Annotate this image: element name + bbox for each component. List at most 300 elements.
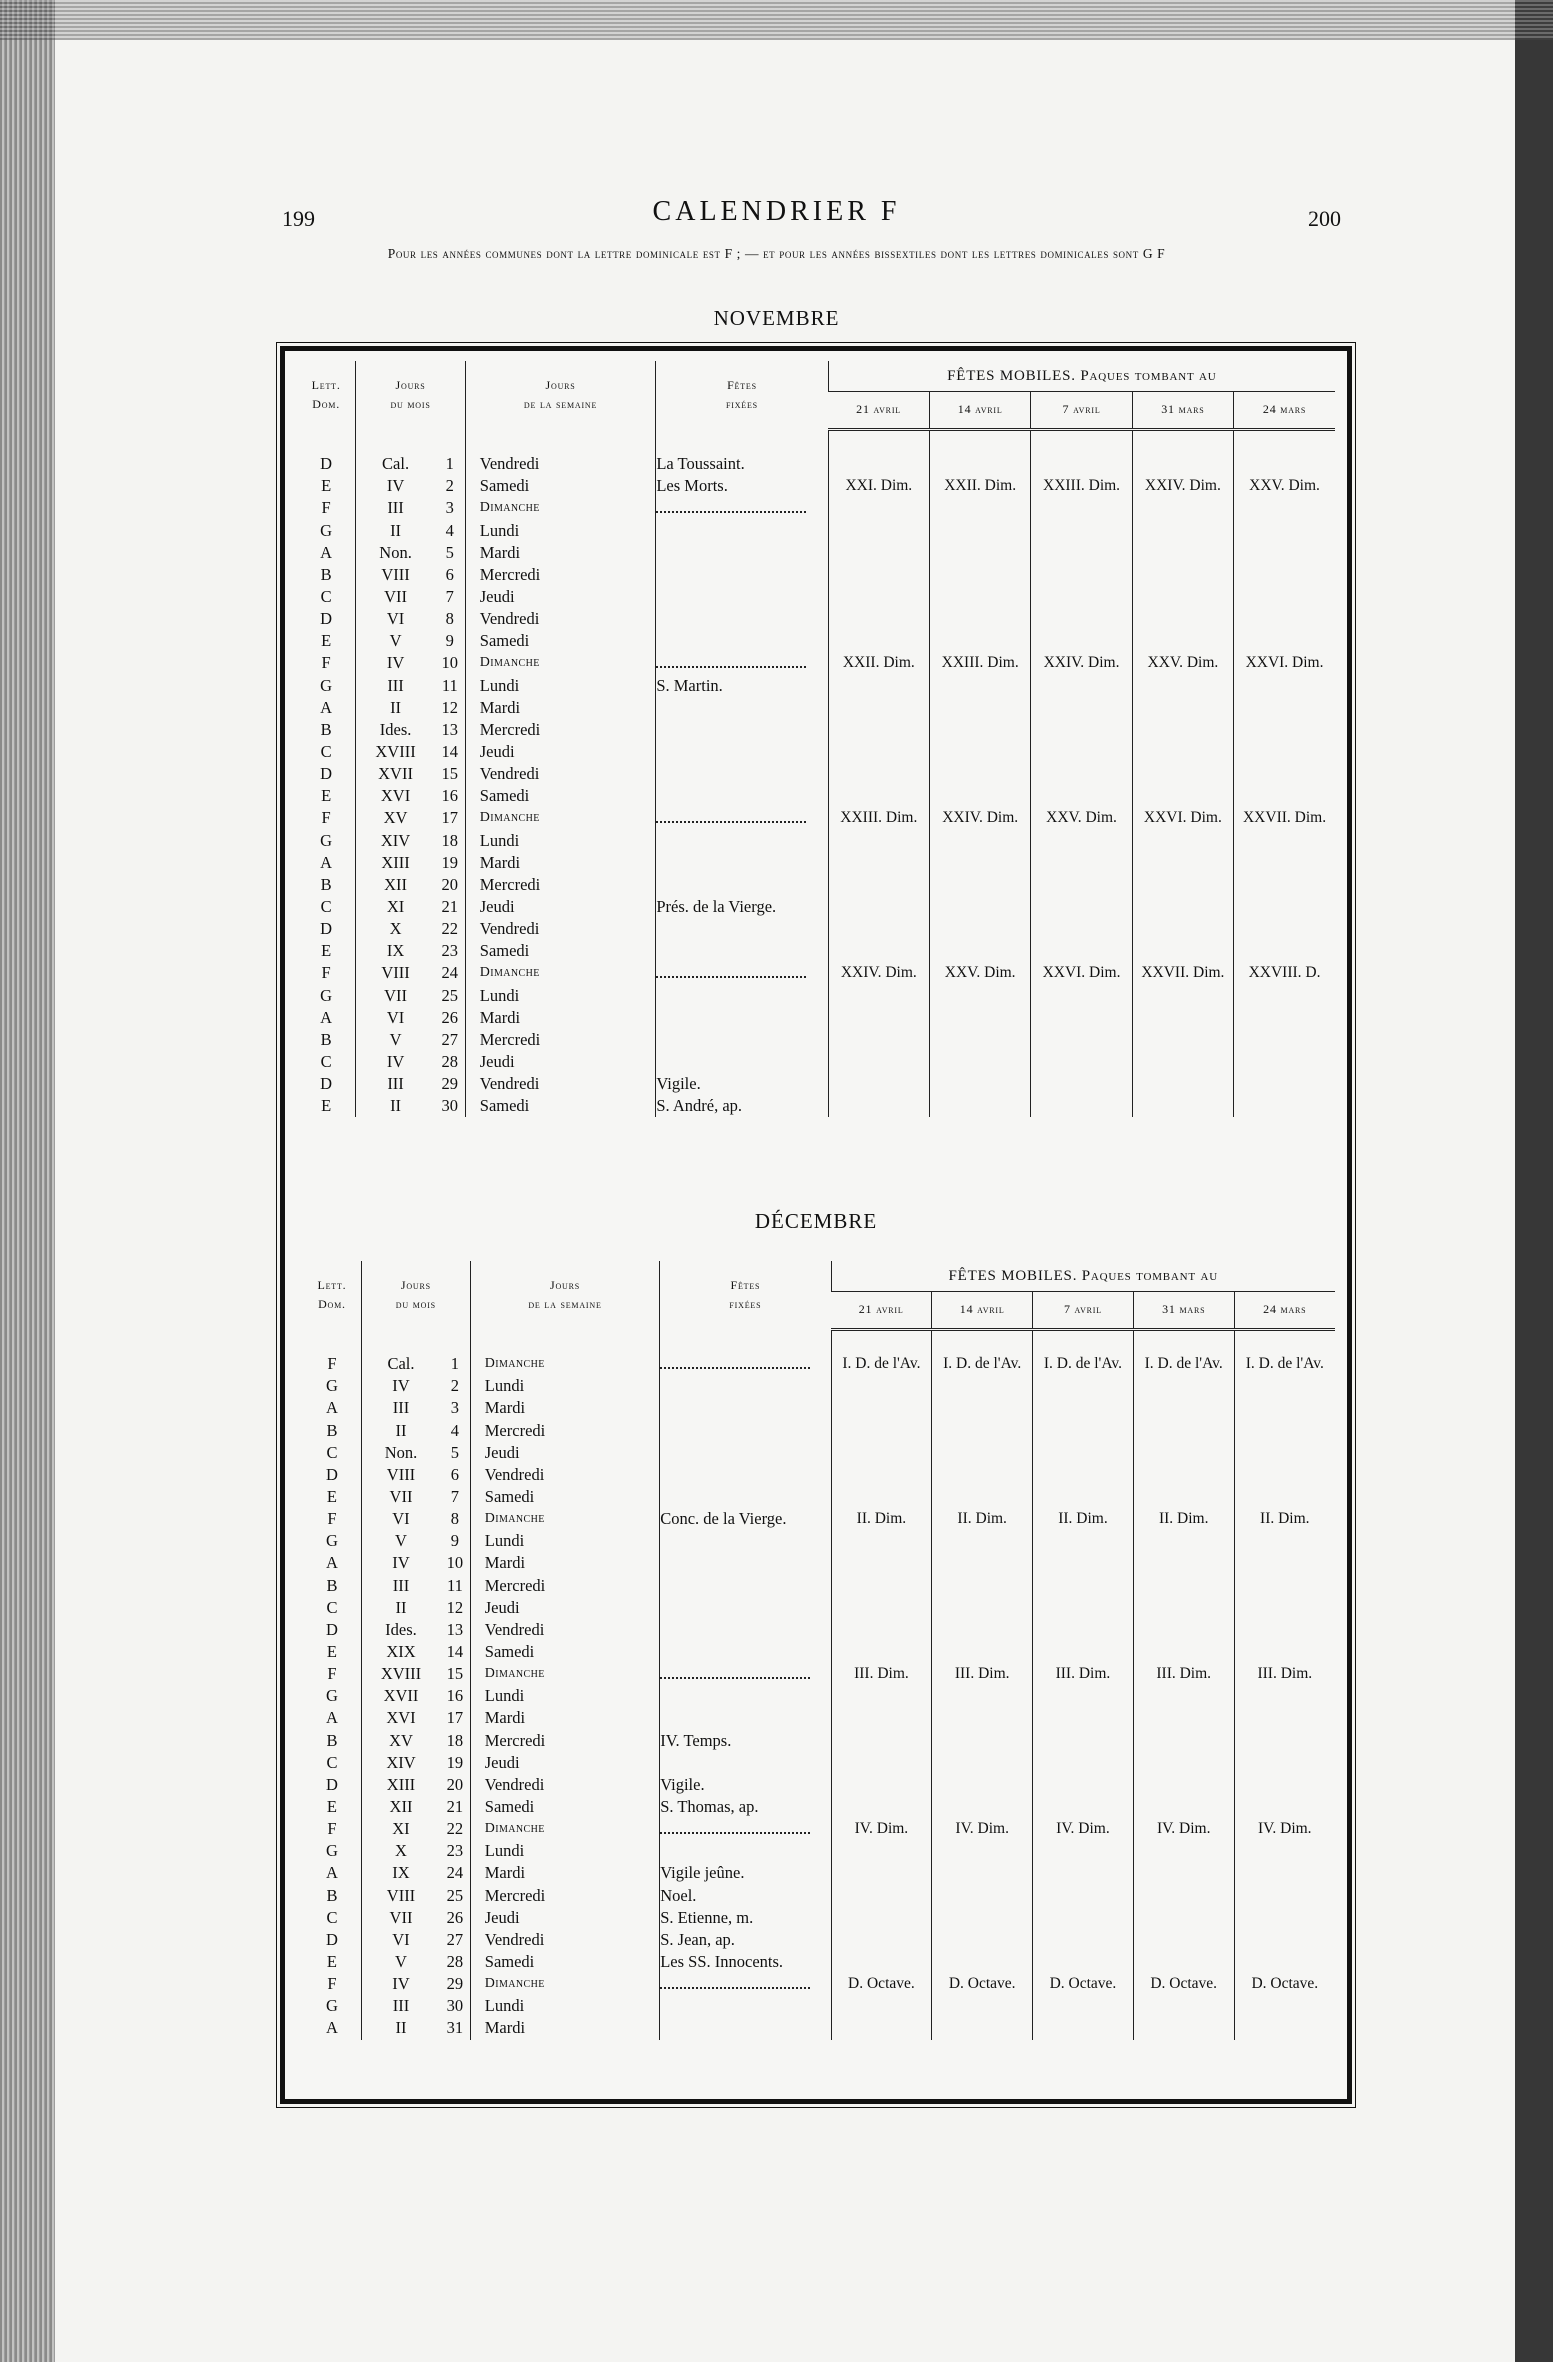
header-jours-semaine xyxy=(470,1261,659,1330)
spacer-cell xyxy=(831,1330,932,1354)
fete-mobile: II. Dim. xyxy=(831,1508,932,1663)
spacer-cell xyxy=(440,1330,470,1354)
fete-fixee xyxy=(656,918,828,940)
weekday: Samedi xyxy=(465,940,656,962)
dominical-letter: A xyxy=(326,1863,338,1883)
fete-fixee xyxy=(656,962,828,984)
weekday: Jeudi xyxy=(465,1051,656,1073)
day-number: 19 xyxy=(441,852,459,872)
fete-fixee xyxy=(660,1420,831,1442)
dominical-letter: F xyxy=(321,808,331,828)
roman-day: XVI xyxy=(356,785,435,807)
roman-day: IV xyxy=(356,475,435,497)
calendar-row xyxy=(297,652,1335,674)
weekday: Jeudi xyxy=(465,741,656,763)
day-number: 9 xyxy=(445,631,454,651)
day-number: 25 xyxy=(441,985,459,1005)
weekday: Lundi xyxy=(470,1530,659,1552)
fete-mobile: II. Dim. xyxy=(1033,1508,1134,1663)
fete-fixee xyxy=(656,785,828,807)
fete-mobile: IV. Dim. xyxy=(1133,1818,1234,1973)
spacer-cell xyxy=(1234,1330,1335,1354)
header-easter-date: 21 avril xyxy=(828,392,929,430)
fete-mobile-empty xyxy=(1031,453,1132,475)
header-jours-semaine-line: Jours xyxy=(549,1278,580,1293)
fete-mobile: I. D. de l'Av. xyxy=(1033,1353,1134,1508)
day-number: 11 xyxy=(441,675,458,695)
weekday: Dimanche xyxy=(470,1973,659,1995)
fete-fixee xyxy=(656,497,828,519)
fete-mobile: II. Dim. xyxy=(1133,1508,1234,1663)
roman-day: II xyxy=(361,1597,440,1619)
weekday: Dimanche xyxy=(470,1818,659,1840)
day-number: 19 xyxy=(446,1752,464,1772)
header-jours-du-mois-line: Jours xyxy=(395,378,426,393)
roman-day: III xyxy=(361,1995,440,2017)
header-lett-dom-line: Dom. xyxy=(318,1297,346,1312)
weekday: Mardi xyxy=(470,1862,659,1884)
fete-fixee xyxy=(660,1840,831,1862)
day-number: 10 xyxy=(446,1553,464,1573)
day-number: 26 xyxy=(441,1007,459,1027)
dominical-letter: F xyxy=(321,498,331,518)
dominical-letter: A xyxy=(320,852,333,872)
dominical-letter: C xyxy=(326,1907,338,1927)
fete-mobile-empty xyxy=(930,453,1031,475)
dotted-leader xyxy=(660,1357,810,1369)
roman-day: V xyxy=(361,1530,440,1552)
fete-fixee xyxy=(660,1486,831,1508)
roman-day: II xyxy=(356,520,435,542)
fete-mobile: XXVI. Dim. xyxy=(1031,962,1132,1117)
roman-day: II xyxy=(361,2017,440,2039)
day-number: 7 xyxy=(445,586,454,606)
dominical-letter: D xyxy=(326,1774,338,1794)
fete-fixee xyxy=(660,1397,831,1419)
dominical-letter: C xyxy=(320,586,332,606)
day-number: 7 xyxy=(450,1486,460,1506)
roman-day: Cal. xyxy=(361,1353,440,1375)
weekday: Samedi xyxy=(465,1095,656,1117)
day-number: 3 xyxy=(445,498,454,518)
weekday: Vendredi xyxy=(470,1464,659,1486)
day-number: 20 xyxy=(446,1774,464,1794)
fete-fixee xyxy=(660,1973,831,1995)
roman-day: VIII xyxy=(356,564,435,586)
day-number: 1 xyxy=(450,1354,460,1374)
roman-day: VII xyxy=(361,1907,440,1929)
dominical-letter: A xyxy=(326,1708,338,1728)
roman-day: Cal. xyxy=(356,453,435,475)
roman-day: VII xyxy=(361,1486,440,1508)
weekday: Jeudi xyxy=(470,1907,659,1929)
fete-mobile: XXV. Dim. xyxy=(1132,652,1233,807)
day-number: 17 xyxy=(441,808,459,828)
dotted-leader xyxy=(656,656,806,668)
fete-mobile: IV. Dim. xyxy=(831,1818,932,1973)
spacer-cell xyxy=(828,430,929,454)
fete-mobile: IV. Dim. xyxy=(1234,1818,1335,1973)
fete-mobile: XXIV. Dim. xyxy=(1132,475,1233,652)
fete-fixee xyxy=(656,1007,828,1029)
dominical-letter: E xyxy=(326,1486,338,1506)
roman-day: XII xyxy=(356,874,435,896)
fete-fixee xyxy=(656,719,828,741)
weekday: Mercredi xyxy=(465,1029,656,1051)
day-number: 4 xyxy=(445,520,454,540)
fete-fixee xyxy=(656,874,828,896)
fete-mobile: I. D. de l'Av. xyxy=(932,1353,1033,1508)
dominical-letter: B xyxy=(320,874,332,894)
fete-mobile: XXVII. Dim. xyxy=(1132,962,1233,1117)
day-number: 17 xyxy=(446,1708,464,1728)
fete-fixee xyxy=(660,1442,831,1464)
dominical-letter: E xyxy=(321,1096,332,1116)
fete-fixee xyxy=(660,1707,831,1729)
roman-day: III xyxy=(361,1397,440,1419)
roman-day: II xyxy=(356,697,435,719)
day-number: 21 xyxy=(441,896,459,916)
calendar-frame xyxy=(280,346,1352,2104)
fete-fixee: La Toussaint. xyxy=(656,453,828,475)
day-number: 25 xyxy=(446,1885,464,1905)
weekday: Mardi xyxy=(465,852,656,874)
roman-day: XV xyxy=(356,807,435,829)
calendar-row xyxy=(297,475,1335,497)
fete-fixee xyxy=(660,1619,831,1641)
weekday: Vendredi xyxy=(465,918,656,940)
header-jours-du-mois-line: du mois xyxy=(395,1297,436,1312)
fete-mobile: XXII. Dim. xyxy=(930,475,1031,652)
weekday: Jeudi xyxy=(470,1442,659,1464)
fete-fixee xyxy=(660,1530,831,1552)
fete-fixee xyxy=(660,1597,831,1619)
dominical-letter: D xyxy=(326,1619,338,1639)
header-jours-semaine-line: de la semaine xyxy=(528,1297,602,1312)
spacer-cell xyxy=(932,1330,1033,1354)
day-number: 16 xyxy=(446,1686,464,1706)
weekday: Jeudi xyxy=(470,1752,659,1774)
fete-fixee xyxy=(656,741,828,763)
dominical-letter: F xyxy=(327,1819,337,1839)
spacer-cell xyxy=(435,430,465,454)
dominical-letter: C xyxy=(320,1051,332,1071)
weekday: Mercredi xyxy=(465,874,656,896)
fete-mobile: IV. Dim. xyxy=(1033,1818,1134,1973)
roman-day: VIII xyxy=(361,1464,440,1486)
header-fetes-fixees-line: fixées xyxy=(726,397,758,412)
weekday: Mardi xyxy=(470,1552,659,1574)
weekday: Mercredi xyxy=(470,1575,659,1597)
fete-fixee xyxy=(656,697,828,719)
day-number: 18 xyxy=(446,1730,464,1750)
fete-mobile-empty xyxy=(1132,453,1233,475)
roman-day: IX xyxy=(356,940,435,962)
day-number: 12 xyxy=(446,1597,464,1617)
day-number: 22 xyxy=(441,919,459,939)
dominical-letter: E xyxy=(326,1641,338,1661)
weekday: Lundi xyxy=(470,1995,659,2017)
fete-mobile: XXIII. Dim. xyxy=(1031,475,1132,652)
weekday: Mercredi xyxy=(470,1885,659,1907)
weekday: Dimanche xyxy=(470,1663,659,1685)
spacer-cell xyxy=(361,1330,440,1354)
calendar-row xyxy=(297,962,1335,984)
roman-day: XVI xyxy=(361,1707,440,1729)
day-number: 27 xyxy=(446,1929,464,1949)
dominical-letter: A xyxy=(320,697,333,717)
page-number-right: 200 xyxy=(1308,206,1341,231)
weekday: Vendredi xyxy=(465,763,656,785)
roman-day: XVII xyxy=(361,1685,440,1707)
fete-mobile: XXVII. Dim. xyxy=(1234,807,1335,962)
fete-mobile: XXV. Dim. xyxy=(930,962,1031,1117)
day-number: 28 xyxy=(446,1951,464,1971)
calendar-row xyxy=(303,1353,1335,1375)
fete-fixee xyxy=(656,1029,828,1051)
header-easter-date: 14 avril xyxy=(932,1292,1033,1330)
calendar-row xyxy=(297,453,1335,475)
header-fetes-fixees xyxy=(660,1261,831,1330)
weekday: Mardi xyxy=(470,2017,659,2039)
weekday: Dimanche xyxy=(465,652,656,674)
roman-day: XIII xyxy=(356,852,435,874)
roman-day: XVII xyxy=(356,763,435,785)
fete-fixee: S. Jean, ap. xyxy=(660,1929,831,1951)
roman-day: VII xyxy=(356,586,435,608)
weekday: Dimanche xyxy=(465,962,656,984)
roman-day: Ides. xyxy=(361,1619,440,1641)
calendar-row xyxy=(303,1973,1335,1995)
fete-fixee xyxy=(660,1641,831,1663)
weekday: Lundi xyxy=(465,830,656,852)
weekday: Lundi xyxy=(465,985,656,1007)
dominical-letter: B xyxy=(326,1885,338,1905)
day-number: 4 xyxy=(450,1420,460,1440)
header-easter-date: 31 mars xyxy=(1132,392,1233,430)
fete-fixee: Les Morts. xyxy=(656,475,828,497)
roman-day: XIII xyxy=(361,1774,440,1796)
header-fetes-fixees-line: Fêtes xyxy=(730,1278,761,1293)
fete-mobile: III. Dim. xyxy=(1133,1663,1234,1818)
day-number: 9 xyxy=(450,1531,460,1551)
fete-fixee xyxy=(656,520,828,542)
dominical-letter: G xyxy=(326,1531,338,1551)
dominical-letter: G xyxy=(320,675,333,695)
roman-day: VI xyxy=(361,1929,440,1951)
roman-day: XI xyxy=(361,1818,440,1840)
fete-mobile-empty xyxy=(828,453,929,475)
header-easter-date: 14 avril xyxy=(930,392,1031,430)
roman-day: VII xyxy=(356,985,435,1007)
header-fetes-mobiles: FÊTES MOBILES. Paques tombant au xyxy=(828,361,1335,392)
dominical-letter: F xyxy=(327,1354,337,1374)
fete-fixee: Les SS. Innocents. xyxy=(660,1951,831,1973)
dominical-letter: G xyxy=(326,1996,338,2016)
weekday: Mercredi xyxy=(470,1420,659,1442)
fete-mobile: XXIII. Dim. xyxy=(930,652,1031,807)
dominical-letter: A xyxy=(320,1007,333,1027)
day-number: 23 xyxy=(446,1841,464,1861)
spacer-cell xyxy=(656,430,828,454)
fete-fixee xyxy=(660,1752,831,1774)
fete-fixee: Noel. xyxy=(660,1885,831,1907)
fete-mobile: III. Dim. xyxy=(1033,1663,1134,1818)
dominical-letter: B xyxy=(320,1029,332,1049)
weekday: Mardi xyxy=(470,1397,659,1419)
scan-edge-left xyxy=(0,0,55,2362)
weekday: Samedi xyxy=(470,1641,659,1663)
dominical-letter: F xyxy=(327,1664,337,1684)
weekday: Jeudi xyxy=(465,896,656,918)
header-fetes-mobiles: FÊTES MOBILES. Paques tombant au xyxy=(831,1261,1335,1292)
weekday: Mardi xyxy=(465,542,656,564)
dominical-letter: E xyxy=(321,786,332,806)
weekday: Vendredi xyxy=(470,1774,659,1796)
roman-day: III xyxy=(356,1073,435,1095)
calendar-row xyxy=(303,1663,1335,1685)
dominical-letter: G xyxy=(326,1376,338,1396)
weekday: Lundi xyxy=(470,1685,659,1707)
dominical-letter: C xyxy=(326,1597,338,1617)
dominical-letter: C xyxy=(326,1442,338,1462)
header-easter-date: 24 mars xyxy=(1234,1292,1335,1330)
fete-fixee: S. Martin. xyxy=(656,675,828,697)
dominical-letter: D xyxy=(326,1464,338,1484)
header-fetes-fixees-line: fixées xyxy=(729,1297,762,1312)
spacer-cell xyxy=(660,1330,831,1354)
spacer-cell xyxy=(297,430,356,454)
day-number: 5 xyxy=(445,542,454,562)
weekday: Vendredi xyxy=(470,1929,659,1951)
day-number: 30 xyxy=(446,1996,464,2016)
fete-mobile: IV. Dim. xyxy=(932,1818,1033,1973)
day-number: 29 xyxy=(446,1974,464,1994)
fete-fixee xyxy=(656,630,828,652)
fete-mobile: II. Dim. xyxy=(1234,1508,1335,1663)
header-jours-du-mois xyxy=(356,361,465,430)
roman-day: XII xyxy=(361,1796,440,1818)
dominical-letter: G xyxy=(326,1841,338,1861)
header-jours-semaine xyxy=(465,361,656,430)
day-number: 15 xyxy=(446,1664,464,1684)
header-easter-date: 21 avril xyxy=(831,1292,932,1330)
fete-fixee xyxy=(660,1663,831,1685)
roman-day: Ides. xyxy=(356,719,435,741)
fete-fixee xyxy=(660,1375,831,1397)
scan-edge-bottom xyxy=(0,0,1553,40)
weekday: Dimanche xyxy=(465,807,656,829)
roman-day: Non. xyxy=(356,542,435,564)
fete-mobile: XXIV. Dim. xyxy=(828,962,929,1117)
header-easter-date: 24 mars xyxy=(1234,392,1335,430)
roman-day: VI xyxy=(361,1508,440,1530)
fete-mobile-empty xyxy=(1234,453,1335,475)
weekday: Dimanche xyxy=(470,1353,659,1375)
fete-fixee: S. Etienne, m. xyxy=(660,1907,831,1929)
roman-day: V xyxy=(361,1951,440,1973)
dominical-letter: G xyxy=(320,520,333,540)
day-number: 5 xyxy=(450,1442,460,1462)
header-lett-dom-line: Lett. xyxy=(317,1278,347,1293)
day-number: 10 xyxy=(441,653,459,673)
day-number: 27 xyxy=(441,1029,459,1049)
roman-day: XV xyxy=(361,1730,440,1752)
fete-mobile: XXII. Dim. xyxy=(828,652,929,807)
dotted-leader xyxy=(656,501,806,513)
fete-fixee: Vigile. xyxy=(660,1774,831,1796)
roman-day: X xyxy=(361,1840,440,1862)
dominical-letter: B xyxy=(320,719,332,739)
dominical-letter: D xyxy=(320,919,333,939)
fete-fixee: Prés. de la Vierge. xyxy=(656,896,828,918)
weekday: Samedi xyxy=(470,1951,659,1973)
weekday: Mardi xyxy=(470,1707,659,1729)
dominical-letter: E xyxy=(321,941,332,961)
roman-day: V xyxy=(356,630,435,652)
header-jours-du-mois-line: Jours xyxy=(400,1278,431,1293)
fete-fixee xyxy=(656,985,828,1007)
scan-edge-right xyxy=(1515,0,1553,2362)
dominical-letter: F xyxy=(321,963,331,983)
weekday: Mercredi xyxy=(465,719,656,741)
day-number: 24 xyxy=(441,963,459,983)
header-easter-date: 7 avril xyxy=(1033,1292,1134,1330)
day-number: 1 xyxy=(445,454,454,474)
header-easter-date: 31 mars xyxy=(1133,1292,1234,1330)
dominical-letter: E xyxy=(326,1951,338,1971)
roman-day: VI xyxy=(356,1007,435,1029)
day-number: 18 xyxy=(441,830,459,850)
weekday: Lundi xyxy=(470,1375,659,1397)
roman-day: VI xyxy=(356,608,435,630)
weekday: Jeudi xyxy=(465,586,656,608)
fete-mobile: XXIII. Dim. xyxy=(828,807,929,962)
day-number: 6 xyxy=(445,564,454,584)
weekday: Vendredi xyxy=(465,1073,656,1095)
dotted-leader xyxy=(656,811,806,823)
fete-mobile: XXV. Dim. xyxy=(1234,475,1335,652)
month-title-novembre: NOVEMBRE xyxy=(713,306,840,330)
roman-day: X xyxy=(356,918,435,940)
roman-day: VIII xyxy=(356,962,435,984)
spacer-cell xyxy=(1234,430,1335,454)
day-number: 15 xyxy=(441,764,459,784)
dominical-letter: C xyxy=(326,1752,338,1772)
dominical-letter: B xyxy=(326,1420,338,1440)
page-number-left: 199 xyxy=(282,206,315,231)
header-fetes-fixees xyxy=(656,361,828,430)
weekday: Mardi xyxy=(465,1007,656,1029)
spacer-cell xyxy=(930,430,1031,454)
fete-mobile: D. Octave. xyxy=(932,1973,1033,2039)
dotted-leader xyxy=(660,1822,810,1834)
day-number: 29 xyxy=(441,1074,459,1094)
fete-mobile: I. D. de l'Av. xyxy=(831,1353,932,1508)
day-number: 28 xyxy=(441,1051,459,1071)
day-number: 24 xyxy=(446,1863,464,1883)
fete-fixee xyxy=(656,564,828,586)
roman-day: XI xyxy=(356,896,435,918)
day-number: 2 xyxy=(445,476,454,496)
spacer-cell xyxy=(1031,430,1132,454)
day-number: 14 xyxy=(446,1641,464,1661)
day-number: 14 xyxy=(441,741,459,761)
dotted-leader xyxy=(660,1667,810,1679)
day-number: 16 xyxy=(441,786,459,806)
roman-day: IV xyxy=(361,1375,440,1397)
weekday: Jeudi xyxy=(470,1597,659,1619)
